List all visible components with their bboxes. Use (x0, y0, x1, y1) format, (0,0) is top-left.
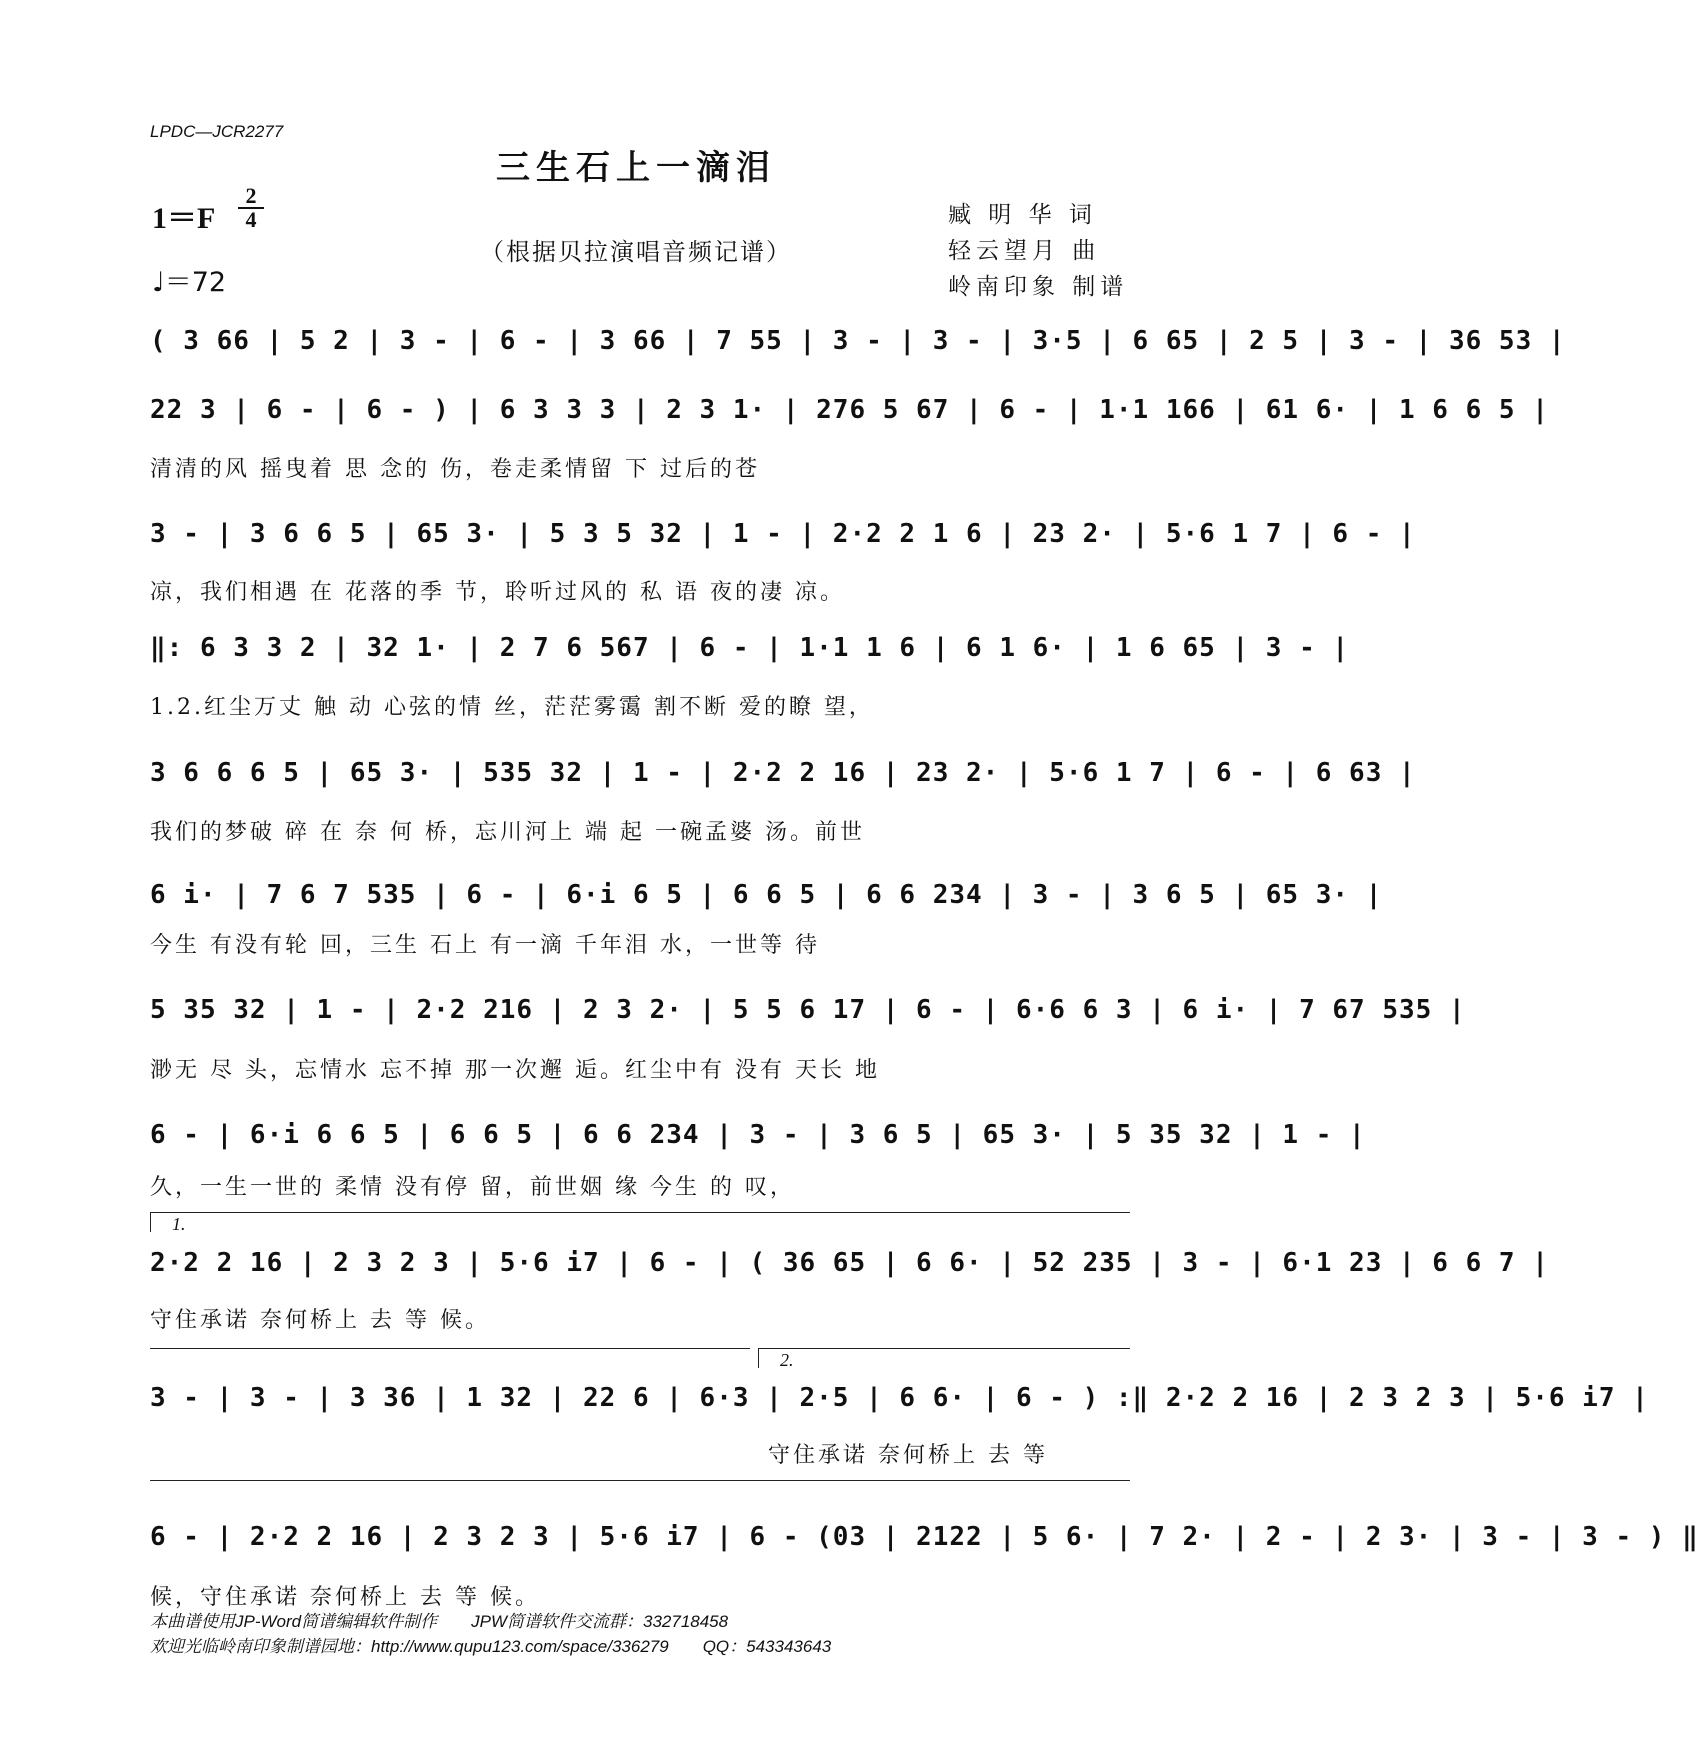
second-ending-label: 2. (780, 1350, 794, 1370)
system-11-notes: 6 - | 2·2 2 16 | 2 3 2 3 | 5·6 i7 | 6 - (03 | 2122 | 5 6· | 7 2· | 2 - | 2 3· | 3 - | 3 - ) ‖ (150, 1522, 1699, 1552)
footer-contact-note: 欢迎光临岭南印象制谱园地：http://www.qupu123.com/space/336279 QQ：543343643 (150, 1637, 832, 1656)
system-10-lyrics: 守住承诺 奈何桥上 去 等 (768, 1443, 1048, 1468)
system-7-lyrics: 渺无 尽 头，忘情水 忘不掉 那一次邂 逅。红尘中有 没有 天长 地 (150, 1058, 880, 1083)
tempo-marking: ♩＝72 (152, 267, 227, 298)
footer-software-note: 本曲谱使用JP-Word简谱编辑软件制作 JPW简谱软件交流群：332718458 (150, 1612, 729, 1631)
meter-bottom: 4 (245, 207, 257, 232)
system-11-lyrics: 候，守住承诺 奈何桥上 去 等 候。 (150, 1585, 540, 1610)
second-ending-hook (758, 1348, 759, 1368)
lyricist-credit: 臧 明 华 词 (948, 202, 1097, 228)
system-3-notes: 3 - | 3 6 6 5 | 65 3· | 5 3 5 32 | 1 - | 2·2 2 1 6 | 23 2· | 5·6 1 7 | 6 - | (150, 519, 1416, 549)
system-8-lyrics: 久，一生一世的 柔情 没有停 留，前世姻 缘 今生 的 叹， (150, 1175, 795, 1200)
system-2-notes: 22 3 | 6 - | 6 - ) | 6 3 3 3 | 2 3 1· | 276 5 67 | 6 - | 1·1 166 | 61 6· | 1 6 6 5 | (150, 395, 1549, 425)
system-8-notes: 6 - | 6·i 6 6 5 | 6 6 5 | 6 6 234 | 3 - | 3 6 5 | 65 3· | 5 35 32 | 1 - | (150, 1120, 1366, 1150)
score-title: 三生石上一滴泪 (496, 148, 776, 188)
system-5-notes: 3 6 6 6 5 | 65 3· | 535 32 | 1 - | 2·2 2 16 | 23 2· | 5·6 1 7 | 6 - | 6 63 | (150, 758, 1416, 788)
system-6-notes: 6 i· | 7 6 7 535 | 6 - | 6·i 6 5 | 6 6 5 | 6 6 234 | 3 - | 3 6 5 | 65 3· | (150, 880, 1383, 910)
system-9-notes: 2·2 2 16 | 2 3 2 3 | 5·6 i7 | 6 - | ( 36 65 | 6 6· | 52 235 | 3 - | 6·1 23 | 6 6 7 | (150, 1248, 1549, 1278)
system-3-lyrics: 凉，我们相遇 在 花落的季 节，聆听过风的 私 语 夜的凄 凉。 (150, 580, 845, 605)
system-7-notes: 5 35 32 | 1 - | 2·2 216 | 2 3 2· | 5 5 6 17 | 6 - | 6·6 6 3 | 6 i· | 7 67 535 | (150, 995, 1466, 1025)
system-2-lyrics: 清清的风 摇曳着 思 念的 伤，卷走柔情留 下 过后的苍 (150, 457, 760, 482)
arranger-credit: 岭南印象 制谱 (948, 274, 1129, 300)
composer-credit: 轻云望月 曲 (948, 238, 1101, 264)
system-6-lyrics: 今生 有没有轮 回，三生 石上 有一滴 千年泪 水，一世等 待 (150, 933, 820, 958)
system-10-notes: 3 - | 3 - | 3 36 | 1 32 | 22 6 | 6·3 | 2·5 | 6 6· | 6 - ) :‖ 2·2 2 16 | 2 3 2 3 | 5·6 i7 | (150, 1383, 1649, 1413)
first-ending-repeat-bracket (150, 1348, 750, 1349)
system-9-lyrics: 守住承诺 奈何桥上 去 等 候。 (150, 1308, 490, 1333)
score-code: LPDC—JCR2277 (150, 122, 284, 141)
first-ending-hook (150, 1212, 151, 1232)
first-ending-label: 1. (172, 1214, 186, 1234)
meter-top: 2 (245, 183, 257, 208)
score-subtitle: （根据贝拉演唱音频记谱） (480, 238, 792, 266)
system-5-lyrics: 我们的梦破 碎 在 奈 何 桥，忘川河上 端 起 一碗孟婆 汤。前世 (150, 820, 865, 845)
first-ending-bracket (150, 1212, 1130, 1213)
system-1-notes: ( 3 66 | 5 2 | 3 - | 6 - | 3 66 | 7 55 | 3 - | 3 - | 3·5 | 6 65 | 2 5 | 3 - | 36 53 | (150, 326, 1566, 356)
system-4-lyrics: 1.2.红尘万丈 触 动 心弦的情 丝，茫茫雾霭 割不断 爱的瞭 望， (150, 695, 874, 720)
system-4-notes: ‖: 6 3 3 2 | 32 1· | 2 7 6 567 | 6 - | 1·1 1 6 | 6 1 6· | 1 6 65 | 3 - | (150, 633, 1350, 663)
second-ending-bracket (758, 1348, 1130, 1349)
coda-bracket (150, 1480, 1130, 1481)
time-signature (238, 183, 264, 232)
key-signature: 1＝F (152, 202, 216, 235)
